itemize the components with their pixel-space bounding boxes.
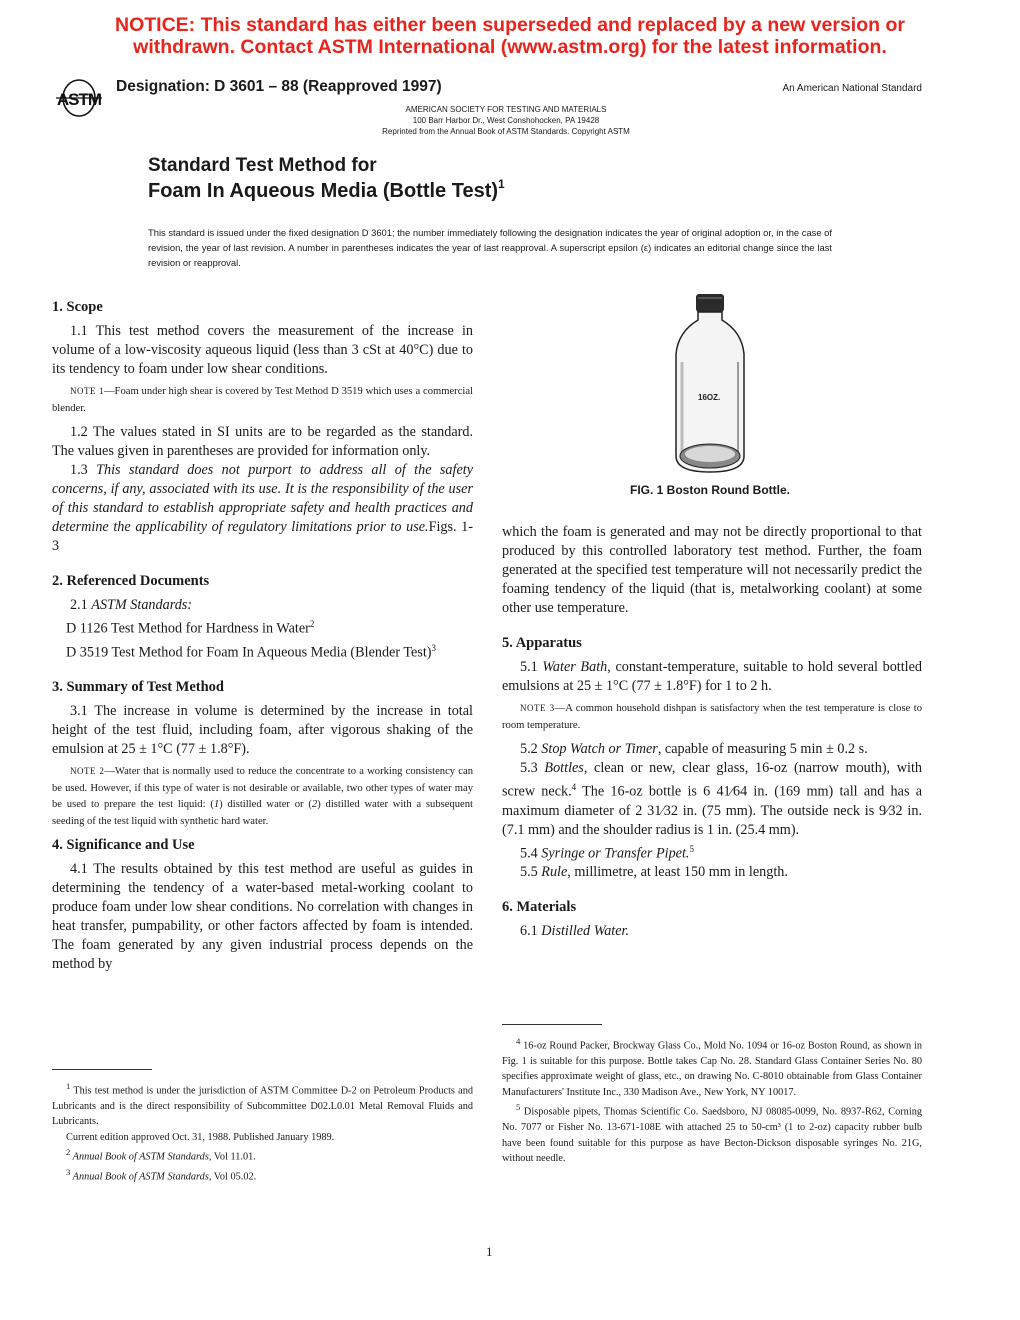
para-5-3-sup: 4: [571, 782, 577, 792]
para-5-4-term: Syringe or Transfer Pipet.: [541, 845, 690, 862]
para-5-2: [502, 740, 922, 759]
section-5-heading: 5. Apparatus: [502, 635, 582, 651]
footnote-2-vol: , Vol 11.01.: [208, 1151, 256, 1163]
note-2-i1: 1: [213, 799, 220, 811]
footnote-5-text: Disposable pipets, Thomas Scientific Co. Saedsboro, NJ 08085-0099, No. 8937-R62, Corning No. 7077 or Fisher No. 13-671-108E with attached 25 to 50-cm³ (1 to 2-oz) capacity rubber bulb have been found suitable for this purpose as have Becton-Dickson disposable syringes No. 21G, without needle.: [502, 1106, 922, 1165]
para-5-3-num: 5.3: [520, 760, 545, 776]
notice-line-2: withdrawn. Contact ASTM International (www.astm.org) for the latest information.: [133, 36, 887, 58]
ref-d3519-text: D 3519 Test Method for Foam In Aqueous Media (Blender Test): [66, 644, 432, 661]
note-2-a: —Water that is normally used to reduce the concentrate to a working consistency can be used. However, if this type of water is not desirable or available, two other types of water may be used to prepare the test liquid: (: [52, 766, 473, 811]
ref-d1126: [52, 615, 473, 639]
designation: Designation: D 3601 – 88 (Reapproved 1997): [116, 78, 442, 95]
footnote-1b: Current edition approved Oct. 31, 1988. Published January 1989.: [66, 1131, 335, 1143]
section-3-heading: 3. Summary of Test Method: [52, 679, 224, 696]
para-5-2-term: Stop Watch or Timer: [541, 741, 658, 757]
title-line-2: [148, 177, 505, 203]
para-4-1: 4.1 The results obtained by this test method are useful as guides in determining the tendency of a water-based metal-working coolant to produce foam under low shear conditions. No correlation with changes in heat transfer, pumpability, or other factors affected by foam is intended. The foam generated by any given industrial process depends on the method by: [52, 861, 473, 973]
para-1-3-italic: This standard does not purport to address all of the safety concerns, if any, associated with its use. It is the responsibility of the user of this standard to establish appropriate safety and health practices and determine the applicability of regulatory limitations prior to use.: [52, 462, 473, 535]
para-5-1-term: Water Bath: [542, 659, 608, 675]
para-5-1: [502, 658, 922, 696]
footnotes-left: [52, 1079, 473, 1185]
publisher-block: [300, 104, 712, 137]
footnote-2: [52, 1145, 473, 1165]
para-1-3-tail: Figs. 1- 3: [52, 519, 474, 554]
publisher-address: 100 Barr Harbor Dr., West Conshohocken, PA 19428: [412, 116, 600, 125]
para-3-1: 3.1 The increase in volume is determined by the increase in total height of the test fluid, including foam, after vigorous shaking of the emulsion at 25 ± 1°C (77 ± 1.8°F).: [52, 703, 473, 758]
note-2-i2: 2: [311, 799, 318, 811]
para-2-1-num: 2.1: [70, 597, 92, 613]
footnote-1: [52, 1079, 473, 1130]
para-5-4-num: 5.4: [520, 845, 542, 862]
notice-line-1: NOTICE: This standard has either been superseded and replaced by a new version or: [115, 14, 905, 36]
para-5-2-text: , capable of measuring 5 min ± 0.2 s.: [657, 741, 868, 757]
footnote-5-mark: 5: [516, 1102, 521, 1113]
footnote-3-vol: , Vol 05.02.: [208, 1171, 257, 1183]
page-number: 1: [486, 1244, 493, 1259]
note-3-text: —A common household dishpan is satisfactory when the test temperature is close to room temperature.: [502, 703, 923, 731]
note-2-c: ) distilled water with a subsequent seeding of the test liquid with synthetic hard water.: [52, 799, 473, 827]
reprint-note: Reprinted from the Annual Book of ASTM Standards. Copyright ASTM: [382, 127, 630, 136]
para-1-3: [52, 461, 473, 556]
para-5-5-text: , millimetre, at least 150 mm in length.: [567, 864, 788, 881]
title-line-1: Standard Test Method for: [148, 155, 377, 176]
footnote-3: [52, 1165, 473, 1185]
title-footnote-ref: 1: [498, 177, 505, 191]
footnote-4-text: 16-oz Round Packer, Brockway Glass Co., Mold No. 1094 or 16-oz Boston Round, as shown in Fig. 1 is suitable for this purpose. Bottle takes Cap No. 28. Standard Glass Container Series No. 80 specifies approximate weight of glass, etc., on drawing No. C-8010 obtainable from Glass Container Manufacturers' Institute Inc., 330 Madison Ave., New York, NY 10017.: [502, 1040, 922, 1098]
footnote-4: [502, 1034, 922, 1100]
issuance-statement: This standard is issued under the fixed designation D 3601; the number immediately following the designation indicates the year of original adoption or, in the case of revision, the year of last revision. A number in parentheses indicates the year of last reapproval. A superscript epsilon (ε) indicates an editorial change since the last revision or reapproval.: [148, 227, 832, 268]
footnote-1-text: This test method is under the jurisdiction of ASTM Committee D-2 on Petroleum Products and Lubricants and is the direct responsibility of Subcommittee D02.L0.01 Metal Removal Fluids and Lubricants.: [52, 1085, 473, 1128]
ref-d3519: [52, 639, 473, 663]
para-5-1-text: , constant-temperature, suitable to hold several bottled emulsions at 25 ± 1°C (77 ± 1.8°F) for 1 to 2 h.: [502, 659, 923, 694]
para-5-3-text-b: The 16-oz bottle is 6 41⁄64 in. (169 mm) tall and has a maximum diameter of 2 31⁄32 in. (75 mm). The outside neck is 9⁄32 in. (7.1 mm) and the shoulder radius is 1 in. (25.4 mm).: [502, 783, 922, 838]
para-6-1-term: Distilled Water.: [541, 923, 630, 940]
para-5-4-sup: 5: [689, 843, 694, 854]
para-1-3-num: 1.3: [70, 462, 97, 478]
para-5-1-num: 5.1: [520, 659, 543, 675]
supersession-notice: [0, 14, 1020, 58]
para-5-5: [502, 863, 922, 882]
footnote-rule-right: [502, 1024, 602, 1025]
logo-text: ASTM: [56, 90, 102, 109]
title-text: Foam In Aqueous Media (Bottle Test): [148, 180, 499, 202]
figure-1: [600, 292, 820, 476]
note-2: [52, 763, 473, 830]
footnote-3-title: Annual Book of ASTM Standards: [70, 1171, 209, 1183]
para-2-1: [52, 596, 473, 615]
right-column: [502, 523, 922, 941]
figure-1-caption: FIG. 1 Boston Round Bottle.: [630, 483, 790, 497]
para-6-1: [502, 922, 922, 941]
note-2-label: NOTE 2: [70, 766, 105, 777]
footnote-rule-left: [52, 1069, 152, 1070]
ref-d1126-sup: 2: [309, 619, 315, 629]
section-4-heading: 4. Significance and Use: [52, 837, 195, 854]
footnote-4-mark: 4: [516, 1036, 521, 1046]
para-5-3: [502, 759, 922, 840]
para-2-1-label: ASTM Standards:: [91, 597, 193, 613]
note-3-label: NOTE 3: [520, 703, 555, 713]
para-4-1-continued: which the foam is generated and may not be directly proportional to that produced by this controlled laboratory test method. Further, the foam generated at the specified test temperature will not necessarily predict the foaming tendency of the liquid (that is, metalworking coolant) at some other use temperature.: [502, 524, 922, 616]
note-1-text: —Foam under high shear is covered by Test Method D 3519 which uses a commercial blender.: [52, 386, 473, 414]
footnote-3-mark: 3: [66, 1167, 71, 1178]
para-5-3-term: Bottles: [544, 760, 584, 776]
american-national-standard: An American National Standard: [782, 83, 922, 94]
publisher-name: AMERICAN SOCIETY FOR TESTING AND MATERIALS: [405, 105, 607, 114]
footnote-2-mark: 2: [66, 1147, 71, 1158]
left-column: [52, 292, 473, 974]
note-2-b: ) distilled water or (: [219, 799, 312, 811]
bottle-illustration: [670, 292, 750, 476]
section-1-heading: 1. Scope: [52, 299, 103, 315]
section-6-heading: 6. Materials: [502, 899, 577, 916]
ref-d1126-text: D 1126 Test Method for Hardness in Water: [66, 620, 310, 637]
astm-logo: [52, 78, 106, 118]
footnote-5: [502, 1100, 922, 1166]
note-1-label: NOTE 1: [70, 386, 104, 396]
para-5-2-num: 5.2: [520, 741, 542, 757]
para-6-1-num: 6.1: [520, 923, 542, 940]
section-2-heading: 2. Referenced Documents: [52, 573, 210, 589]
note-1: [52, 383, 473, 417]
footnote-1-mark: 1: [66, 1081, 71, 1091]
para-5-5-num: 5.5: [520, 864, 542, 881]
para-1-1: 1.1 This test method covers the measurement of the increase in volume of a low-viscosity aqueous liquid (less than 3 cSt at 40°C) due to its tendency to foam under low shear conditions.: [52, 323, 473, 377]
para-5-5-term: Rule: [541, 864, 568, 881]
para-5-3-text-a: , clean or new, clear glass, 16-oz (narrow mouth), with screw neck.: [502, 760, 922, 800]
footnotes-right: [502, 1034, 922, 1167]
note-3: [502, 700, 922, 734]
para-1-2: 1.2 The values stated in SI units are to be regarded as the standard. The values given in parentheses are provided for information only.: [52, 424, 473, 459]
bottle-label: 16OZ.: [698, 393, 721, 402]
ref-d3519-sup: 3: [431, 642, 437, 653]
footnote-2-title: Annual Book of ASTM Standards: [70, 1151, 209, 1163]
para-5-4: [502, 840, 922, 864]
